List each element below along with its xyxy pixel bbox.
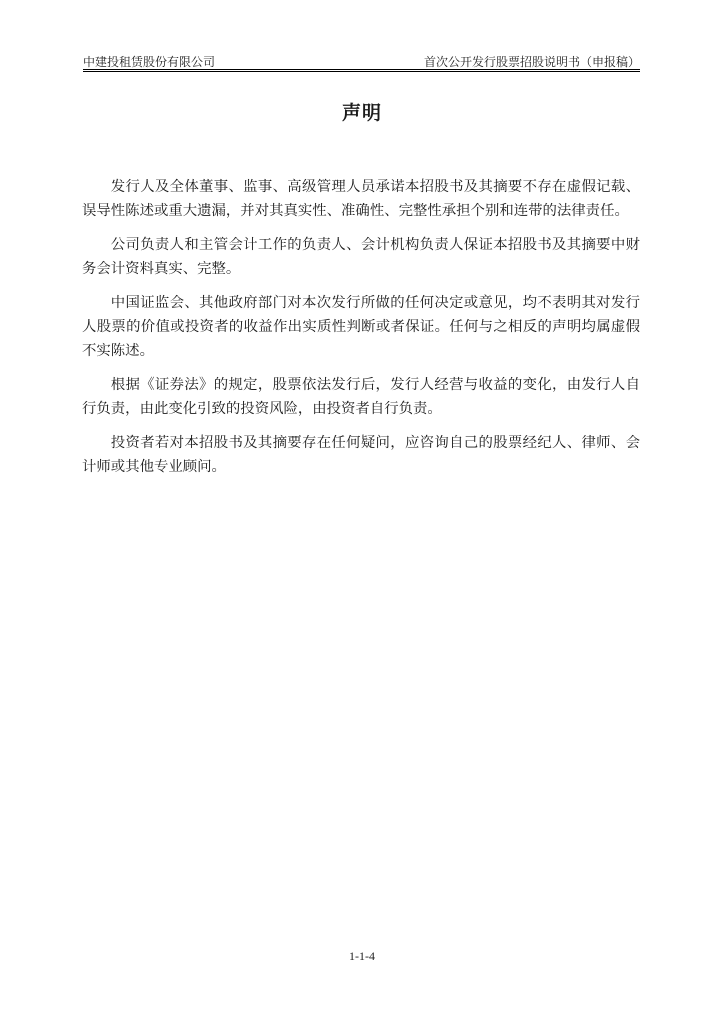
header-rule: [83, 69, 640, 70]
header-company-name: 中建投租赁股份有限公司: [83, 55, 216, 69]
declaration-body: [82, 175, 640, 489]
page-title: 声明: [341, 102, 382, 124]
header-document-title: 首次公开发行股票招股说明书（申报稿）: [423, 55, 640, 69]
paragraph: 中国证监会、其他政府部门对本次发行所做的任何决定或意见，均不表明其对发行人股票的价值或投资者的收益作出实质性判断或者保证。任何与之相反的声明均属虚假不实陈述。: [82, 295, 640, 359]
header-rule-secondary: [83, 71, 640, 72]
paragraph: 投资者若对本招股书及其摘要存在任何疑问，应咨询自己的股票经纪人、律师、会计师或其他专业顾问。: [82, 435, 640, 475]
paragraph: 发行人及全体董事、监事、高级管理人员承诺本招股书及其摘要不存在虚假记载、误导性陈述或重大遗漏，并对其真实性、准确性、完整性承担个别和连带的法律责任。: [82, 179, 640, 219]
page-number: 1-1-4: [349, 949, 375, 963]
paragraph: 根据《证券法》的规定，股票依法发行后，发行人经营与收益的变化，由发行人自行负责，由此变化引致的投资风险，由投资者自行负责。: [82, 377, 640, 417]
paragraph: 公司负责人和主管会计工作的负责人、会计机构负责人保证本招股书及其摘要中财务会计资料真实、完整。: [82, 237, 640, 277]
page-header: [83, 50, 640, 70]
